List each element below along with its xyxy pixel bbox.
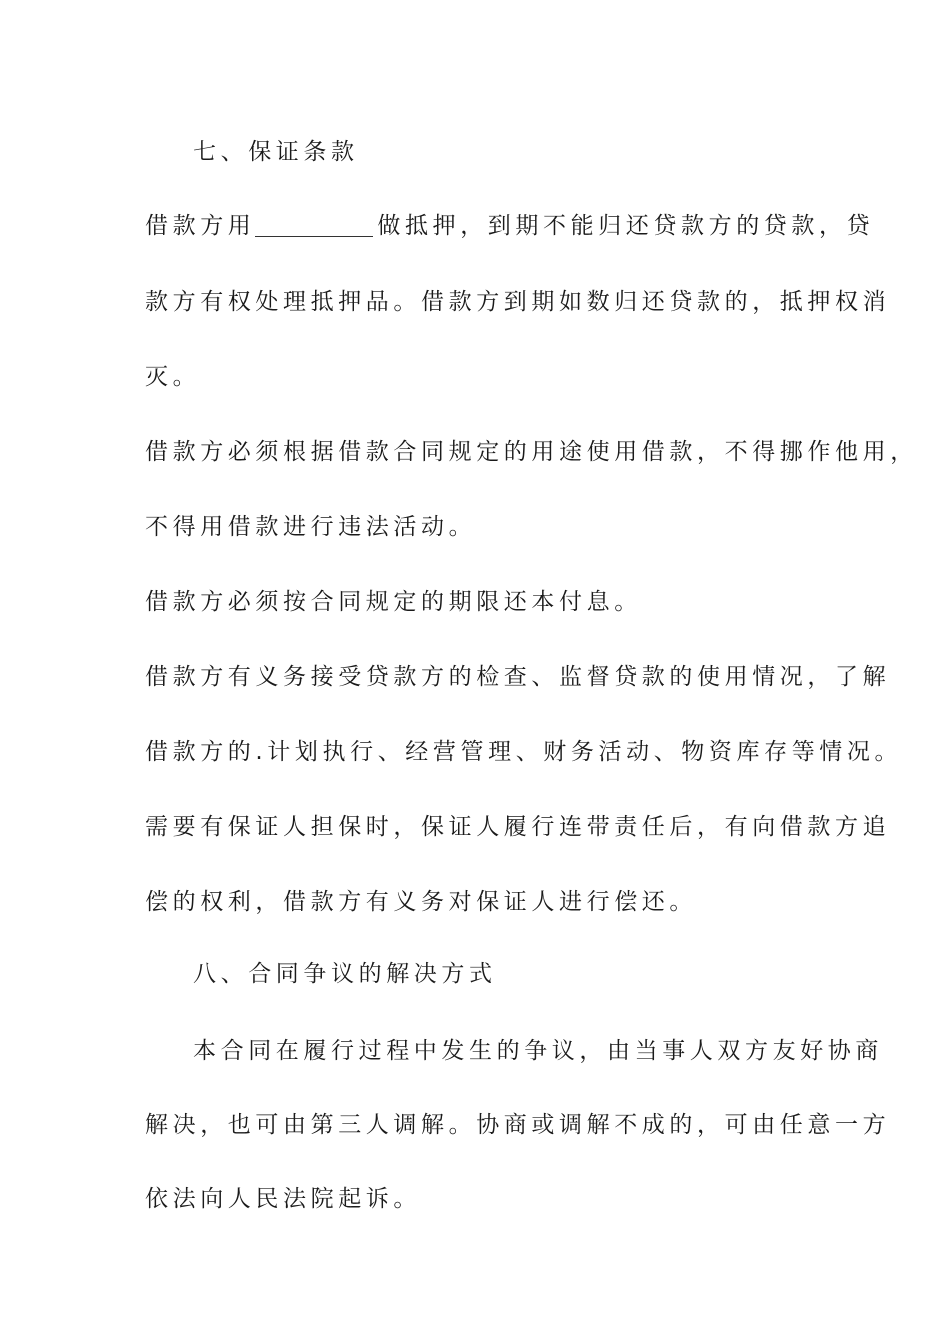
section-7-heading: 七、保证条款 xyxy=(193,139,359,165)
paragraph-usage-line-2: 不得用借款进行违法活动。 xyxy=(145,514,477,540)
paragraph-dispute-line-1: 本合同在履行过程中发生的争议，由当事人双方友好协商 xyxy=(193,1038,883,1064)
paragraph-inspection-line-2: 借款方的.计划执行、经营管理、财务活动、物资库存等情况。 xyxy=(145,739,903,765)
paragraph-guarantor-line-1: 需要有保证人担保时，保证人履行连带责任后，有向借款方追 xyxy=(145,814,891,840)
paragraph-inspection-line-1: 借款方有义务接受贷款方的检查、监督贷款的使用情况，了解 xyxy=(145,664,891,690)
section-8-heading: 八、合同争议的解决方式 xyxy=(193,961,497,987)
paragraph-collateral-line-3: 灭。 xyxy=(145,364,201,390)
paragraph-usage-line-1: 借款方必须根据借款合同规定的用途使用借款，不得挪作他用， xyxy=(145,439,918,465)
collateral-blank-field xyxy=(255,214,373,237)
paragraph-collateral-line-1 xyxy=(145,210,875,242)
paragraph-dispute-line-2: 解决，也可由第三人调解。协商或调解不成的，可由任意一方 xyxy=(145,1112,891,1138)
paragraph-repayment-line-1: 借款方必须按合同规定的期限还本付息。 xyxy=(145,589,642,615)
paragraph-dispute-line-3: 依法向人民法院起诉。 xyxy=(145,1186,421,1212)
text-segment: 借款方用 xyxy=(145,213,256,239)
text-segment: 做抵押，到期不能归还贷款方的贷款，贷 xyxy=(377,213,875,239)
paragraph-guarantor-line-2: 偿的权利，借款方有义务对保证人进行偿还。 xyxy=(145,889,697,915)
paragraph-collateral-line-2: 款方有权处理抵押品。借款方到期如数归还贷款的，抵押权消 xyxy=(145,289,891,315)
